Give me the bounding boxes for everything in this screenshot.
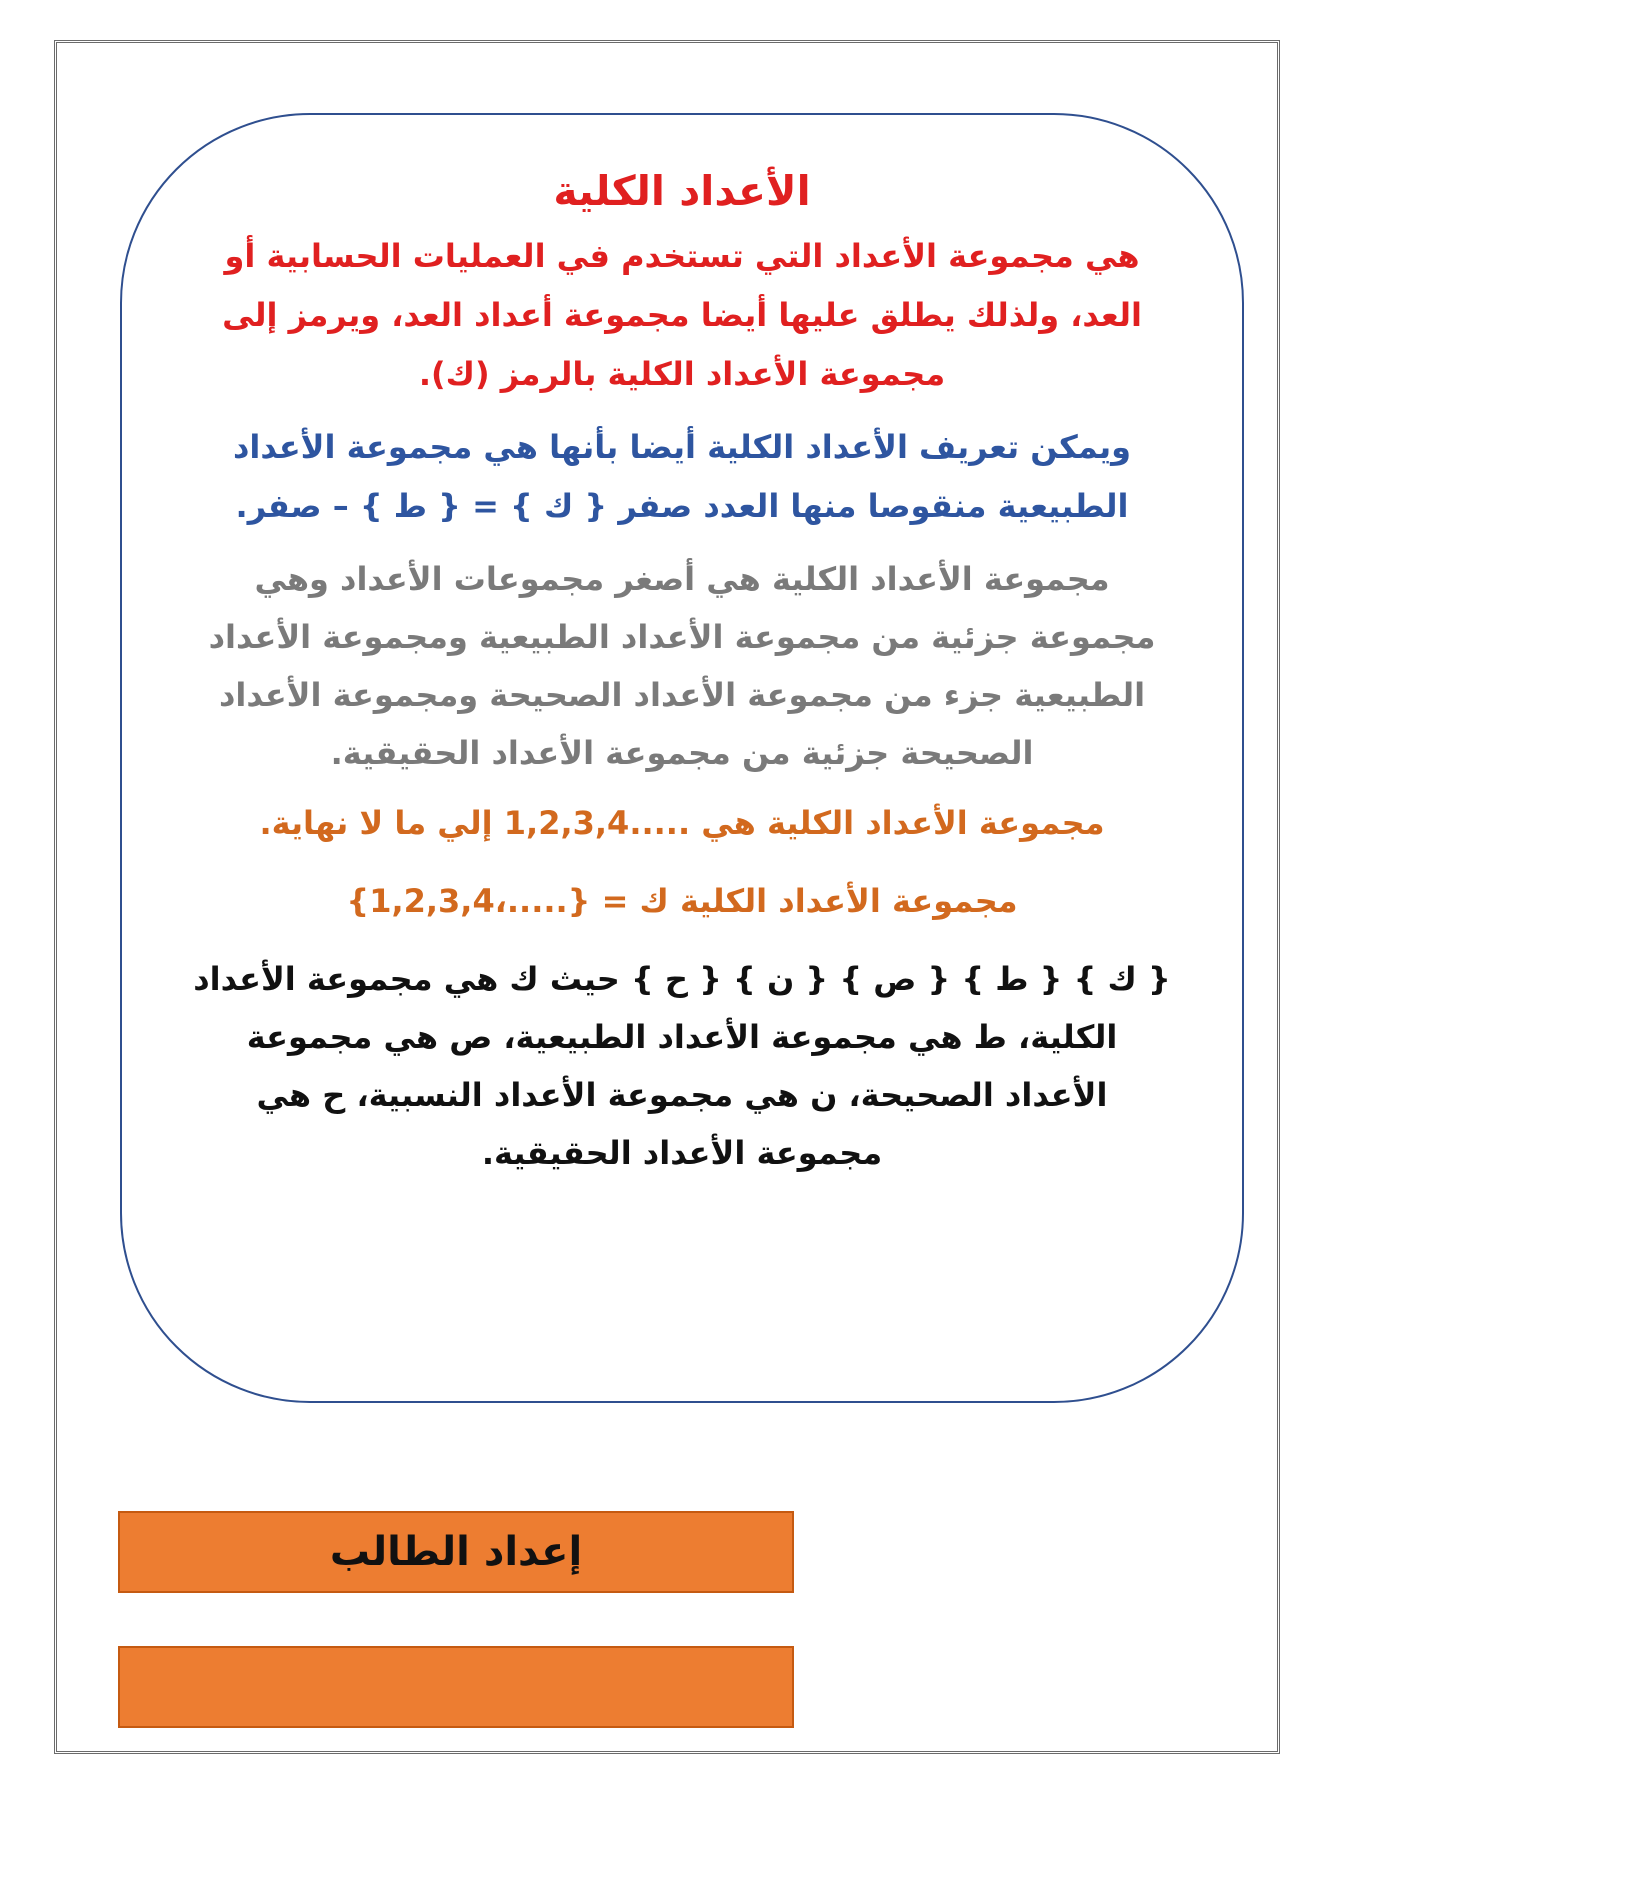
prepared-by-box xyxy=(118,1511,794,1593)
set-notation-paragraph xyxy=(192,872,1172,930)
subset-paragraph: مجموعة الأعداد الكلية هي أصغر مجموعات الأعداد وهي مجموعة جزئية من مجموعة الأعداد الطبيعية ومجموعة الأعداد الطبيعية جزء من مجموعة الأعداد الصحيحة ومجموعة الأعداد الصحيحة جزئية من مجموعة الأعداد الحقيقية. xyxy=(208,560,1156,772)
sets-relation-paragraph: { ك } { ط } { ص } { ن } { ح } حيث ك هي مجموعة الأعداد الكلية، ط هي مجموعة الأعداد الطبيعية، ص هي مجموعة الأعداد الصحيحة، ن هي مجموعة الأعداد النسبية، ح هي مجموعة الأعداد الحقيقية. xyxy=(193,960,1171,1172)
definition-card xyxy=(120,113,1244,1403)
alternative-definition-paragraph: ويمكن تعريف الأعداد الكلية أيضا بأنها هي مجموعة الأعداد الطبيعية منقوصا منها العدد صفر { ك } = { ط } – صفر. xyxy=(232,428,1132,525)
sequence-suffix: إلي ما لا نهاية. xyxy=(259,804,493,842)
card-content xyxy=(192,165,1172,1182)
set-notation-prefix: مجموعة الأعداد الكلية ك = xyxy=(601,882,1018,920)
sequence-prefix: مجموعة الأعداد الكلية هي xyxy=(701,804,1105,842)
prepared-by-label: إعداد الطالب xyxy=(329,1529,583,1575)
page-title: الأعداد الكلية xyxy=(553,167,811,215)
set-notation-set: {1,2,3,4،.....} xyxy=(346,882,591,920)
sequence-paragraph xyxy=(192,794,1172,852)
definition-paragraph: هي مجموعة الأعداد التي تستخدم في العمليات الحسابية أو العد، ولذلك يطلق عليها أيضا مجموعة أعداد العد، ويرمز إلى مجموعة الأعداد الكلية بالرمز (ك). xyxy=(222,237,1142,393)
student-name-box xyxy=(118,1646,794,1728)
sequence-numbers: 1,2,3,4..... xyxy=(503,804,691,842)
